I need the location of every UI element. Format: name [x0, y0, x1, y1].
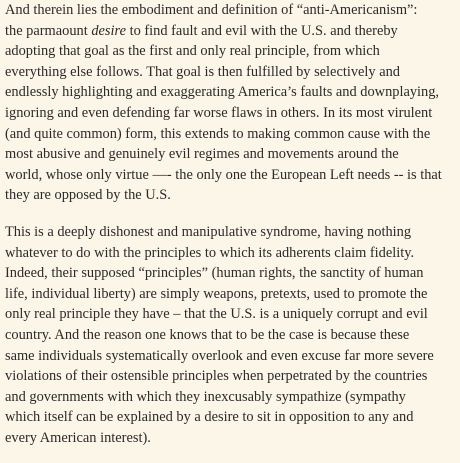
text-line — [5, 222, 460, 243]
text-line — [5, 41, 460, 62]
text-segment: This is a deeply dishonest and manipulative syndrome, having nothing — [5, 223, 412, 240]
text-segment: violations of their ostensible principles when perpetrated by the countries — [5, 368, 428, 385]
text-line — [5, 62, 460, 83]
text-line — [5, 263, 460, 284]
paragraph-2 — [5, 222, 460, 449]
text-segment: life, individual liberty) are simply weapons, pretexts, used to promote the — [5, 285, 428, 302]
text-segment: world, whose only virtue —- the only one the European Left needs -- is that — [5, 166, 442, 183]
text-segment: most abusive and genuinely evil regimes and movements around the — [5, 146, 399, 163]
text-line — [5, 0, 460, 21]
text-segment: endlessly highlighting and exaggerating America’s faults and downplaying, — [5, 84, 440, 101]
text-line — [5, 346, 460, 367]
text-segment: Indeed, their supposed “principles” (human rights, the sanctity of human — [5, 265, 424, 282]
text-segment: country. And the reason one knows that to be the case is because these — [5, 326, 410, 343]
text-line — [5, 21, 460, 42]
text-segment: and governments with which they inexcusably sympathize (sympathy — [5, 388, 406, 405]
text-line — [5, 366, 460, 387]
document-body — [5, 0, 460, 448]
text-segment: adopting that goal as the first and only real principle, from which — [5, 43, 380, 60]
emphasis-text: desire — [91, 22, 126, 39]
paragraph-1 — [5, 0, 460, 206]
text-line — [5, 185, 460, 206]
text-line — [5, 165, 460, 186]
text-segment: same individuals systematically overlook and even excuse far more severe — [5, 347, 434, 364]
text-segment: which itself can be explained by a desire to sit in opposition to any and — [5, 409, 414, 426]
text-line — [5, 407, 460, 428]
text-line — [5, 304, 460, 325]
text-line — [5, 243, 460, 264]
text-segment: ignoring and even defending far worse flaws in others. In its most virulent — [5, 104, 433, 121]
text-line — [5, 103, 460, 124]
text-line — [5, 387, 460, 408]
text-segment: And therein lies the embodiment and definition of “anti-Americanism”: — [5, 2, 418, 18]
text-segment: only real principle they have – that the U.S. is a uniquely corrupt and evil — [5, 306, 428, 323]
text-segment: (and quite common) form, this extends to making common cause with the — [5, 125, 431, 142]
text-line — [5, 325, 460, 346]
text-segment: every American interest). — [5, 429, 151, 446]
text-line — [5, 124, 460, 145]
text-line — [5, 144, 460, 165]
text-line — [5, 82, 460, 103]
text-segment: the parmaount — [5, 22, 92, 39]
text-line — [5, 428, 460, 449]
text-segment: to find fault and evil with the U.S. and thereby — [125, 22, 398, 39]
text-segment: everything else follows. That goal is then fulfilled by selectively and — [5, 63, 400, 80]
text-segment: they are opposed by the U.S. — [5, 187, 171, 204]
text-segment: whatever to do with the principles to which its adherents claim fidelity. — [5, 244, 415, 261]
text-line — [5, 284, 460, 305]
